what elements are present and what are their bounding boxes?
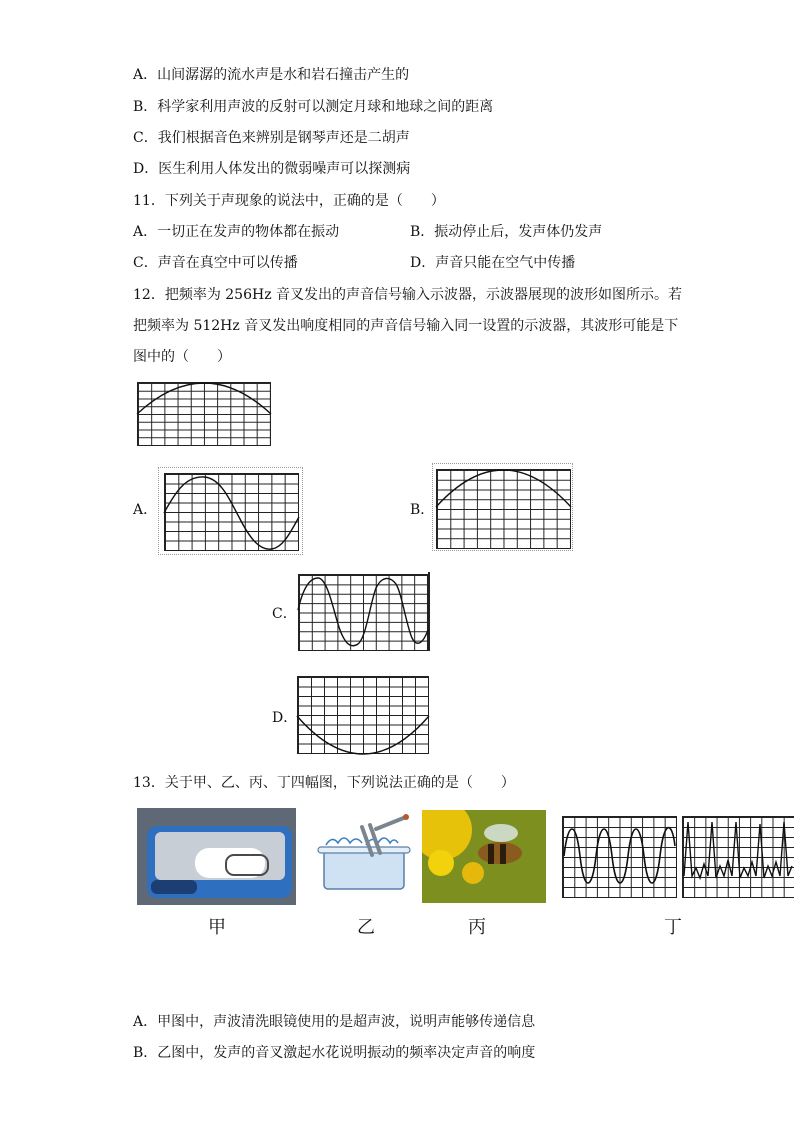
- option-a-waveform: [164, 473, 299, 551]
- q12-stem-line2: 把频率为 512Hz 音叉发出响度相同的声音信号输入同一设置的示波器，其波形可能是下: [133, 318, 679, 334]
- q12-label-c: C．: [272, 606, 297, 622]
- q11-option-c: C．声音在真空中可以传播: [133, 255, 298, 271]
- q12-label-d: D．: [272, 710, 298, 726]
- option-c-waveform: [298, 574, 428, 651]
- option-b-waveform: [436, 469, 571, 549]
- q13-option-b: B．乙图中，发声的音叉激起水花说明振动的频率决定声音的响度: [133, 1045, 536, 1061]
- q10-option-c: C．我们根据音色来辨别是钢琴声还是二胡声: [133, 130, 410, 146]
- reference-waveform: [137, 382, 271, 446]
- q13-stem: 13．关于甲、乙、丙、丁四幅图，下列说法正确的是（ ）: [133, 775, 515, 791]
- q11-stem: 11．下列关于声现象的说法中，正确的是（ ）: [133, 193, 445, 209]
- q11-option-b: B．振动停止后，发声体仍发声: [410, 224, 603, 240]
- pic-label-jia: 甲: [208, 917, 226, 938]
- q12-label-a: A．: [133, 502, 158, 518]
- pic-label-yi: 乙: [357, 917, 375, 938]
- tuning-fork-water-illustration: [314, 815, 414, 895]
- q10-option-a: A．山间潺潺的流水声是水和岩石撞击产生的: [133, 67, 410, 83]
- ultrasonic-cleaner-photo: [137, 808, 296, 905]
- option-d-waveform: [297, 676, 429, 754]
- pic-label-ding: 丁: [664, 917, 682, 938]
- q10-option-b: B．科学家利用声波的反射可以测定月球和地球之间的距离: [133, 99, 494, 115]
- bee-flower-photo: [422, 810, 546, 903]
- q10-option-d: D．医生利用人体发出的微弱噪声可以探测病: [133, 161, 411, 177]
- q13-option-a: A．甲图中，声波清洗眼镜使用的是超声波，说明声能够传递信息: [133, 1014, 536, 1030]
- q12-stem-line1: 12．把频率为 256Hz 音叉发出的声音信号输入示波器，示波器展现的波形如图所示。若: [133, 287, 683, 303]
- q11-option-d: D．声音只能在空气中传播: [410, 255, 576, 271]
- q12-label-b: B．: [410, 502, 435, 518]
- option-c-edge-bar: [428, 572, 430, 651]
- pic-label-bing: 丙: [468, 917, 486, 938]
- ding-right-waveform: [682, 816, 794, 898]
- q12-stem-line3: 图中的（ ）: [133, 349, 231, 365]
- q11-option-a: A．一切正在发声的物体都在振动: [133, 224, 340, 240]
- ding-left-waveform: [562, 816, 677, 898]
